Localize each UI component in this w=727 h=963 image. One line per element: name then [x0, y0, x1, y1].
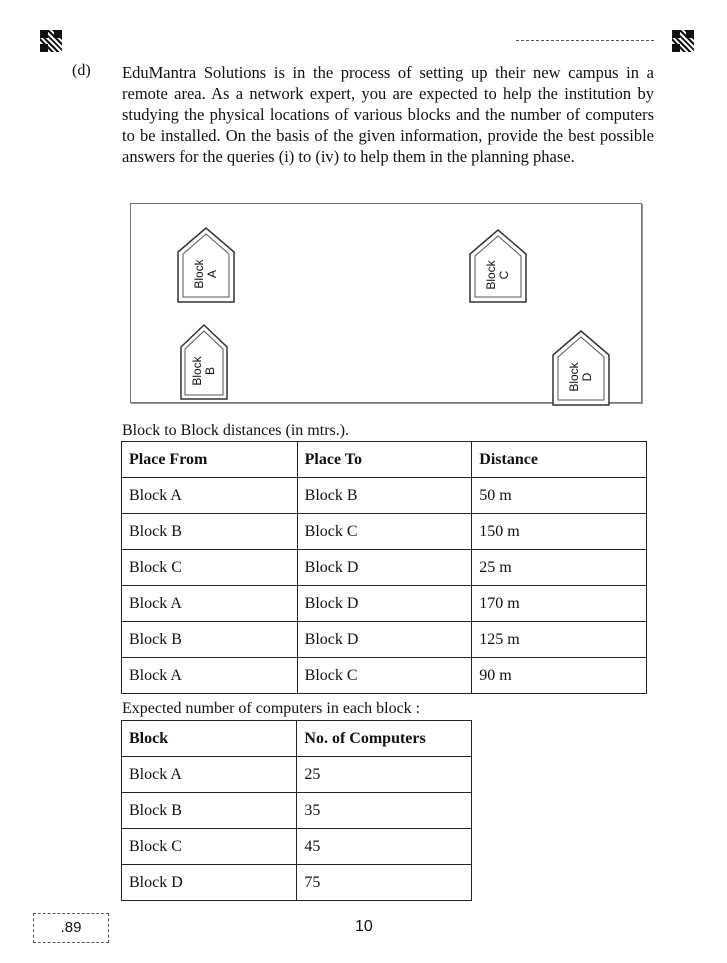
- table-header-row: [122, 721, 472, 757]
- table-row: [122, 829, 472, 865]
- header-cell: No. of Computers: [297, 721, 472, 757]
- qr-code-icon: [40, 30, 62, 52]
- question-text: EduMantra Solutions is in the process of setting up their new campus in a remote area. As a network expert, you are expected to help the institution by studying the physical locations of various blocks and the number of computers to be installed. On the basis of the given information, provide the best possible answers for the queries (i) to (iv) to help them in the planning phase.: [122, 63, 654, 166]
- table-cell: Block D: [297, 550, 472, 586]
- table-cell: 50 m: [472, 478, 647, 514]
- block-letter: C: [497, 270, 511, 280]
- table-cell: Block C: [122, 550, 298, 586]
- table-cell: Block A: [122, 586, 298, 622]
- block-label: Block: [192, 259, 206, 290]
- table-cell: 170 m: [472, 586, 647, 622]
- qr-code-icon: [672, 30, 694, 52]
- table-cell: 125 m: [472, 622, 647, 658]
- table-cell: 25: [297, 757, 472, 793]
- table-cell: 25 m: [472, 550, 647, 586]
- block-a-house: [176, 226, 236, 304]
- campus-layout-diagram: [130, 203, 642, 403]
- table-row: [122, 586, 647, 622]
- block-letter: D: [580, 373, 594, 382]
- table-cell: Block D: [297, 586, 472, 622]
- table-cell: Block A: [122, 658, 298, 694]
- block-letter: A: [205, 270, 219, 279]
- table-cell: Block C: [297, 658, 472, 694]
- distances-caption: Block to Block distances (in mtrs.).: [122, 422, 350, 439]
- table-cell: 75: [297, 865, 472, 901]
- table-cell: Block D: [122, 865, 297, 901]
- table-cell: 45: [297, 829, 472, 865]
- table-cell: 35: [297, 793, 472, 829]
- header-cell: Place From: [122, 442, 298, 478]
- page-number: 10: [355, 918, 373, 935]
- block-label: Block: [190, 356, 204, 387]
- paper-code-box: .89: [33, 913, 109, 943]
- table-cell: Block B: [122, 514, 298, 550]
- distances-table: [121, 441, 647, 694]
- table-row: [122, 550, 647, 586]
- table-row: [122, 658, 647, 694]
- table-row: [122, 757, 472, 793]
- computers-caption: Expected number of computers in each block :: [122, 700, 421, 717]
- table-cell: Block B: [122, 622, 298, 658]
- table-cell: 90 m: [472, 658, 647, 694]
- table-row: [122, 865, 472, 901]
- header-cell: Place To: [297, 442, 472, 478]
- question-label: (d): [72, 62, 91, 79]
- table-cell: Block B: [297, 478, 472, 514]
- block-c-house: [468, 228, 528, 304]
- computers-table: [121, 720, 472, 901]
- table-row: [122, 622, 647, 658]
- block-label: Block: [567, 362, 581, 393]
- header-cell: Block: [122, 721, 297, 757]
- header-cell: Distance: [472, 442, 647, 478]
- table-cell: Block B: [122, 793, 297, 829]
- block-d-house: [551, 329, 611, 407]
- block-b-house: [179, 323, 229, 401]
- table-cell: Block C: [297, 514, 472, 550]
- table-row: [122, 793, 472, 829]
- table-row: [122, 478, 647, 514]
- table-cell: Block A: [122, 757, 297, 793]
- table-cell: Block C: [122, 829, 297, 865]
- table-row: [122, 514, 647, 550]
- block-letter: B: [203, 367, 217, 376]
- block-label: Block: [484, 260, 498, 290]
- table-header-row: [122, 442, 647, 478]
- header-rule: [516, 40, 654, 41]
- table-cell: Block A: [122, 478, 298, 514]
- table-cell: Block D: [297, 622, 472, 658]
- table-cell: 150 m: [472, 514, 647, 550]
